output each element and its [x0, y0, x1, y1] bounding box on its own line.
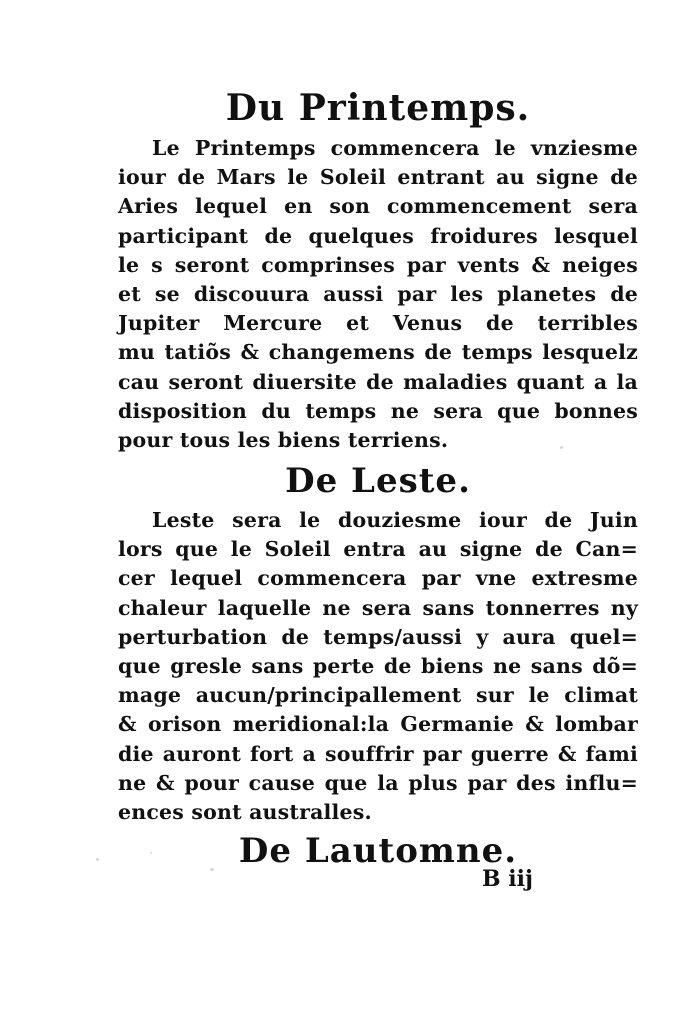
text-line: mage aucun/principallement sur le climat: [118, 683, 638, 708]
text-line: cer lequel commencera par vne extresme: [118, 566, 638, 591]
section-printemps: [118, 82, 638, 455]
print-speck: [560, 446, 563, 449]
text-line: perturbation de temps/aussi y aura quel=: [118, 624, 638, 649]
text-line: participant de quelques froidures lesquel: [118, 223, 638, 248]
text-line: chaleur laquelle ne sera sans tonnerres ny: [118, 595, 638, 620]
text-line: Leste sera le douziesme iour de Juin: [152, 508, 638, 532]
text-line: Jupiter Mercure et Venus de terribles: [118, 311, 638, 336]
text-line: Aries lequel en son commencement sera: [118, 194, 638, 219]
text-line: mu tatiõs & changemens de temps lesquelz: [118, 340, 638, 365]
text-line: Le Printemps commencera le vnziesme: [152, 136, 638, 160]
text-line: lors que le Soleil entra au signe de Can=: [118, 537, 638, 562]
signature-mark: B iij: [482, 866, 533, 892]
text-line: pour tous les biens terriens.: [118, 428, 449, 453]
heading-leste: De Leste.: [285, 461, 471, 501]
heading-lautomne: De Lautomne.: [238, 831, 518, 871]
text-line: le s seront comprinses par vents & neiges: [118, 252, 638, 277]
text-line: que gresle sans perte de biens ne sans dõ=: [118, 654, 638, 679]
text-line: iour de Mars le Soleil entrant au signe de: [118, 165, 638, 190]
text-line: et se discouura aussi par les planetes de: [118, 282, 638, 307]
heading-printemps: Du Printemps.: [225, 87, 531, 129]
text-line: disposition du temps ne sera que bonnes: [118, 398, 638, 423]
print-speck: [150, 852, 152, 854]
text-line: & orison meridional:la Germanie & lombar: [118, 712, 638, 737]
section-leste: [118, 456, 638, 827]
print-speck: [96, 858, 99, 861]
section-lautomne: [118, 826, 638, 876]
text-line: ences sont australles.: [118, 800, 372, 825]
text-line: die auront fort a souffrir par guerre & fami: [118, 741, 638, 766]
text-line: ne & pour cause que la plus par des influ=: [118, 770, 638, 795]
text-line: cau seront diuersite de maladies quant a la: [118, 369, 638, 394]
print-speck: [210, 868, 214, 871]
